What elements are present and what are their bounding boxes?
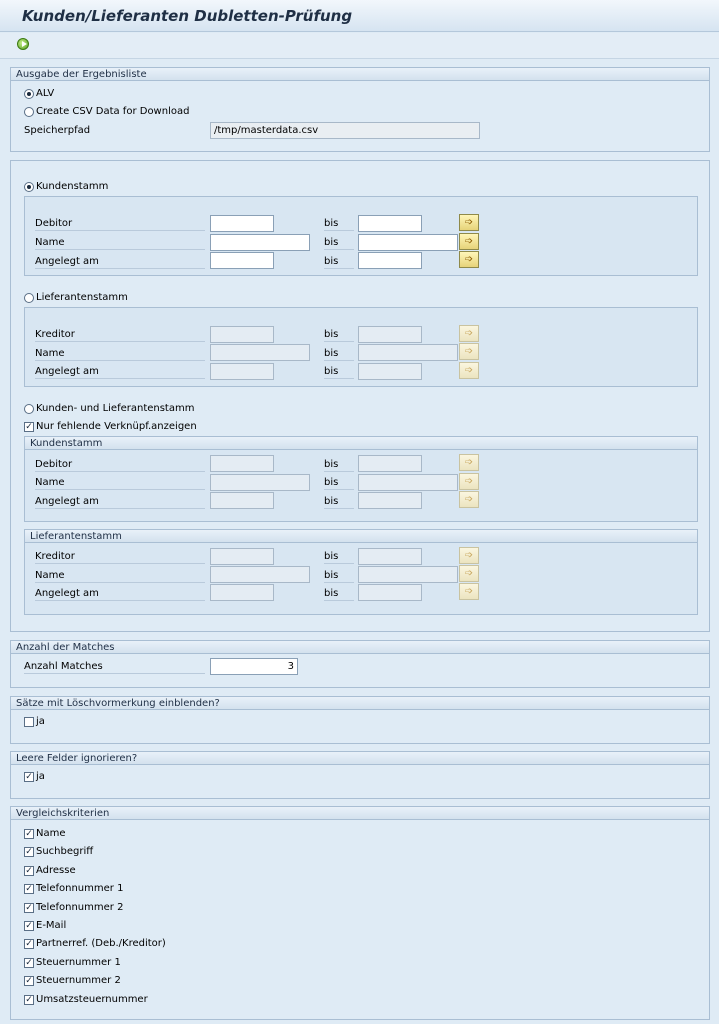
both-debitor-from-input[interactable]	[210, 455, 274, 472]
kreditor-bis-label: bis	[324, 329, 354, 342]
both-customer-created-from-input[interactable]	[210, 492, 274, 509]
kreditor-from-input[interactable]	[210, 326, 274, 343]
criteria-checkbox-ust[interactable]: ✓	[25, 995, 33, 1005]
criteria-checkbox-telefon2[interactable]: ✓	[25, 903, 33, 913]
customer-created-multiselect-button[interactable]: ➩	[459, 251, 479, 268]
both-customer-created-to-input[interactable]	[358, 492, 422, 509]
both-customer-name-bis-label: bis	[324, 477, 354, 490]
vendor-created-to-input[interactable]	[358, 363, 422, 380]
deletion-frame-title: Sätze mit Löschvormerkung einblenden?	[16, 698, 220, 709]
criteria-checkbox-steuer2[interactable]: ✓	[25, 976, 33, 986]
missing-links-checkbox[interactable]: ✓	[25, 422, 33, 432]
vendor-created-label: Angelegt am	[35, 366, 205, 379]
criteria-checkbox-partnerref[interactable]: ✓	[25, 939, 33, 949]
both-vendor-title: Lieferantenstamm	[30, 531, 122, 542]
alv-label: ALV	[36, 88, 55, 99]
debitor-to-input[interactable]	[358, 215, 422, 232]
criteria-checkbox-steuer1[interactable]: ✓	[25, 958, 33, 968]
customer-radio[interactable]	[24, 182, 34, 192]
both-debitor-multiselect-button[interactable]: ➩	[459, 454, 479, 471]
both-customer-created-label: Angelegt am	[35, 496, 205, 509]
empty-fields-check-label: ja	[36, 771, 45, 782]
both-vendor-name-multiselect-button[interactable]: ➩	[459, 565, 479, 582]
page-title: Kunden/Lieferanten Dubletten-Prüfung	[22, 7, 353, 25]
matches-input[interactable]: 3	[210, 658, 298, 675]
both-kreditor-multiselect-button[interactable]: ➩	[459, 547, 479, 564]
criteria-label-adresse: Adresse	[36, 865, 76, 876]
csv-label: Create CSV Data for Download	[36, 106, 190, 117]
vendor-created-multiselect-button[interactable]: ➩	[459, 362, 479, 379]
both-customer-created-bis-label: bis	[324, 496, 354, 509]
both-kreditor-to-input[interactable]	[358, 548, 422, 565]
customer-created-bis-label: bis	[324, 256, 354, 269]
criteria-label-steuer2: Steuernummer 2	[36, 975, 121, 986]
debitor-bis-label: bis	[324, 218, 354, 231]
empty-fields-checkbox[interactable]: ✓	[25, 772, 33, 782]
customer-radio-label: Kundenstamm	[36, 181, 109, 192]
customer-created-label: Angelegt am	[35, 256, 205, 269]
both-customer-name-to-input[interactable]	[358, 474, 458, 491]
alv-radio[interactable]	[24, 89, 34, 99]
both-customer-created-multiselect-button[interactable]: ➩	[459, 491, 479, 508]
kreditor-multiselect-button[interactable]: ➩	[459, 325, 479, 342]
deletion-checkbox[interactable]	[24, 717, 34, 727]
missing-links-label: Nur fehlende Verknüpf.anzeigen	[36, 421, 197, 432]
criteria-frame-header	[11, 807, 709, 820]
debitor-label: Debitor	[35, 218, 205, 231]
vendor-name-multiselect-button[interactable]: ➩	[459, 343, 479, 360]
customer-name-from-input[interactable]	[210, 234, 310, 251]
both-vendor-name-label: Name	[35, 570, 205, 583]
criteria-checkbox-telefon1[interactable]: ✓	[25, 884, 33, 894]
matches-frame-title: Anzahl der Matches	[16, 642, 115, 653]
customer-name-bis-label: bis	[324, 237, 354, 250]
both-vendor-name-from-input[interactable]	[210, 566, 310, 583]
both-radio[interactable]	[24, 404, 34, 414]
both-kreditor-from-input[interactable]	[210, 548, 274, 565]
criteria-checkbox-email[interactable]: ✓	[25, 921, 33, 931]
vendor-name-to-input[interactable]	[358, 344, 458, 361]
debitor-multiselect-button[interactable]: ➩	[459, 214, 479, 231]
csv-radio[interactable]	[24, 107, 34, 117]
vendor-created-from-input[interactable]	[210, 363, 274, 380]
output-frame-title: Ausgabe der Ergebnisliste	[16, 69, 147, 80]
customer-name-multiselect-button[interactable]: ➩	[459, 233, 479, 250]
execute-icon[interactable]	[17, 38, 29, 50]
both-vendor-created-to-input[interactable]	[358, 584, 422, 601]
criteria-frame-title: Vergleichskriterien	[16, 808, 110, 819]
customer-created-from-input[interactable]	[210, 252, 274, 269]
both-kreditor-bis-label: bis	[324, 551, 354, 564]
vendor-radio-label: Lieferantenstamm	[36, 292, 128, 303]
vendor-name-from-input[interactable]	[210, 344, 310, 361]
criteria-label-telefon2: Telefonnummer 2	[36, 902, 124, 913]
customer-name-to-input[interactable]	[358, 234, 458, 251]
criteria-label-suchbegriff: Suchbegriff	[36, 846, 94, 857]
matches-frame-header	[11, 641, 709, 654]
both-customer-title: Kundenstamm	[30, 438, 103, 449]
criteria-checkbox-name[interactable]: ✓	[25, 829, 33, 839]
vendor-radio[interactable]	[24, 293, 34, 303]
customer-created-to-input[interactable]	[358, 252, 422, 269]
vendor-created-bis-label: bis	[324, 366, 354, 379]
both-radio-label: Kunden- und Lieferantenstamm	[36, 403, 195, 414]
both-debitor-to-input[interactable]	[358, 455, 422, 472]
kreditor-label: Kreditor	[35, 329, 205, 342]
deletion-check-label: ja	[36, 716, 45, 727]
both-vendor-name-bis-label: bis	[324, 570, 354, 583]
both-kreditor-label: Kreditor	[35, 551, 205, 564]
criteria-label-name: Name	[36, 828, 66, 839]
criteria-checkbox-suchbegriff[interactable]: ✓	[25, 847, 33, 857]
both-vendor-created-from-input[interactable]	[210, 584, 274, 601]
both-vendor-created-multiselect-button[interactable]: ➩	[459, 583, 479, 600]
criteria-label-steuer1: Steuernummer 1	[36, 957, 121, 968]
both-vendor-header	[25, 530, 697, 543]
kreditor-to-input[interactable]	[358, 326, 422, 343]
criteria-label-ust: Umsatzsteuernummer	[36, 994, 148, 1005]
both-debitor-label: Debitor	[35, 459, 205, 472]
both-customer-name-multiselect-button[interactable]: ➩	[459, 473, 479, 490]
application-toolbar	[0, 33, 719, 59]
both-customer-name-label: Name	[35, 477, 205, 490]
both-vendor-name-to-input[interactable]	[358, 566, 458, 583]
empty-fields-frame-title: Leere Felder ignorieren?	[16, 753, 138, 764]
matches-label: Anzahl Matches	[24, 661, 205, 674]
both-customer-header	[25, 437, 697, 450]
customer-name-label: Name	[35, 237, 205, 250]
vendor-name-bis-label: bis	[324, 348, 354, 361]
criteria-label-partnerref: Partnerref. (Deb./Kreditor)	[36, 938, 166, 949]
path-input[interactable]: /tmp/masterdata.csv	[210, 122, 480, 139]
debitor-from-input[interactable]	[210, 215, 274, 232]
both-vendor-created-label: Angelegt am	[35, 588, 205, 601]
vendor-name-label: Name	[35, 348, 205, 361]
criteria-label-telefon1: Telefonnummer 1	[36, 883, 124, 894]
criteria-checkbox-adresse[interactable]: ✓	[25, 866, 33, 876]
criteria-label-email: E-Mail	[36, 920, 67, 931]
both-customer-name-from-input[interactable]	[210, 474, 310, 491]
both-debitor-bis-label: bis	[324, 459, 354, 472]
both-vendor-created-bis-label: bis	[324, 588, 354, 601]
path-label: Speicherpfad	[24, 125, 91, 136]
